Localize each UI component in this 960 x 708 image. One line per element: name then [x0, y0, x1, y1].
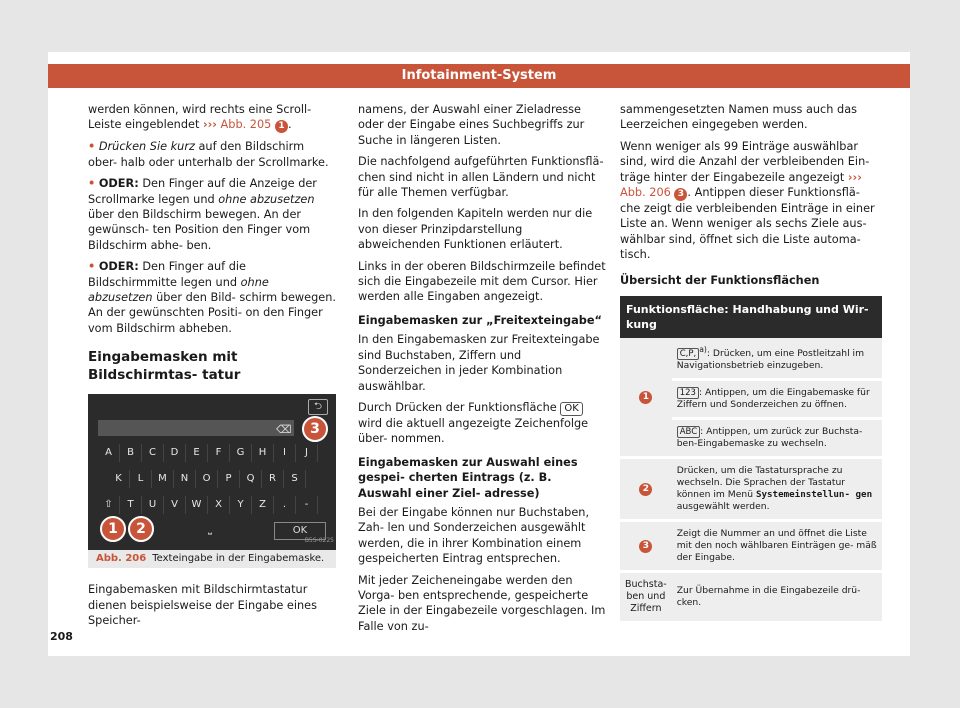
key: V	[164, 496, 186, 514]
key: A	[98, 444, 120, 462]
manual-page	[48, 52, 910, 656]
callout-number: 3	[674, 188, 687, 201]
table-row: Buchsta- ben und Ziffern Zur Übernahme in die Eingabezeile drü- cken.	[620, 572, 882, 623]
key: C	[142, 444, 164, 462]
paragraph: Durch Drücken der Funktionsfläche OK wird die aktuell angezeigte Zeichenfolge über- nommen.	[358, 400, 589, 446]
keyboard-screenshot	[88, 394, 336, 550]
key: E	[186, 444, 208, 462]
paragraph: In den folgenden Kapiteln werden nur die von dieser Prinzipdarstellung abweichenden Funktionen erläutert.	[358, 207, 593, 252]
key: Y	[230, 496, 252, 514]
table-row: 123 : Antippen, um die Eingabemaske für Ziffern und Sonderzeichen zu öffnen.	[620, 380, 882, 419]
key: I	[274, 444, 296, 462]
figure-ref-link[interactable]: Abb. 205	[220, 118, 272, 132]
key: L	[130, 470, 152, 488]
paragraph: Die nachfolgend aufgeführten Funktionsflä- chen sind nicht in allen Ländern und nicht für alle Themen verfügbar.	[358, 155, 604, 200]
table-heading: Übersicht der Funktionsflächen	[620, 273, 820, 287]
column-1	[88, 102, 336, 635]
key: G	[230, 444, 252, 462]
function-table	[620, 296, 882, 624]
table-row: 2 Drücken, um die Tastatursprache zu wechseln. Die Sprachen der Tastatur können im Menü Systemeinstellun- gen ausgewählt werden.	[620, 458, 882, 521]
key: D	[164, 444, 186, 462]
keyboard-row-3	[98, 496, 318, 514]
section-heading: Eingabemasken mit Bildschirmtas- tatur	[88, 349, 241, 384]
subheading: Eingabemasken zur Auswahl eines gespei- cherten Eintrags (z. B. Auswahl einer Ziel- adresse)	[358, 455, 578, 500]
table-row: ABC : Antippen, um zurück zur Buchsta- ben-Eingabemaske zu wechseln.	[620, 419, 882, 458]
keyboard-row-1	[98, 444, 318, 462]
key: F	[208, 444, 230, 462]
table-row: 3 Zeigt die Nummer an und öffnet die Liste mit den noch wählbaren Einträgen ge- mäß der Eingabe.	[620, 521, 882, 572]
intro-paragraph: werden können, wird rechts eine Scroll-Leiste eingeblendet ››› Abb. 205 1 .	[88, 103, 312, 132]
key: O	[196, 470, 218, 488]
paragraph: Wenn weniger als 99 Einträge auswählbar sind, wird die Anzahl der verbleibenden Ein- träge hinter der Eingabezeile angezeigt ››› Abb. 206 3 . Antippen dieser Funktionsflä- che zeigt die verbleibenden Einträge in einer Liste an. Wenn weniger als sechs Ziele aus- wählbar sind, öffnet sich die Liste automa- tisch.	[620, 139, 875, 262]
back-icon: ⮌	[308, 399, 328, 415]
keyboard-row-2	[108, 470, 306, 488]
paragraph: In den Eingabemasken zur Freitexteingabe sind Buchstaben, Ziffern und Sonderzeichen in jeder Kombination auswählbar.	[358, 333, 600, 393]
key: B	[120, 444, 142, 462]
key: Z	[252, 496, 274, 514]
key: R	[262, 470, 284, 488]
figure-caption: Abb. 206 Texteingabe in der Eingabemaske.	[88, 550, 336, 568]
callout-3: 3	[302, 416, 328, 442]
bullet-1: • Drücken Sie kurz auf den Bildschirm ober- halb oder unterhalb der Scrollmarke.	[88, 140, 329, 169]
key: K	[108, 470, 130, 488]
key: U	[142, 496, 164, 514]
column-2	[358, 102, 606, 640]
key: X	[208, 496, 230, 514]
section-header: Infotainment-System	[48, 64, 910, 88]
shift-icon: ⇧	[98, 496, 120, 514]
paragraph: Mit jeder Zeicheneingabe werden den Vorga- ben entsprechende, gespeicherte Ziele in der Eingabezeile vorgeschlagen. Im Falle von zu-	[358, 573, 606, 633]
paragraph: Links in der oberen Bildschirmzeile befindet sich die Eingabezeile mit dem Cursor. Hier werden alle Eingaben angezeigt.	[358, 259, 606, 304]
bullet-2: • ODER: Den Finger auf die Anzeige der Scrollmarke legen und ohne abzusetzen über den Bildschirm bewegen. An der gewünsch- ten Position den Finger vom Bildschirm abhe- ben.	[88, 177, 317, 252]
paragraph: namens, der Auswahl einer Zieladresse oder der Eingabe eines Suchbegriffs zur Suche in längeren Listen.	[358, 103, 585, 147]
key: J	[296, 444, 318, 462]
key: W	[186, 496, 208, 514]
delete-icon: ⌫	[276, 423, 292, 437]
after-figure-text: Eingabemasken mit Bildschirmtastatur dienen beispielsweise der Eingabe eines Speicher-	[88, 583, 317, 628]
ok-key: OK	[274, 522, 326, 540]
callout-1: 1	[100, 516, 126, 542]
space-key-icon: ⎵	[208, 524, 212, 536]
ok-button-symbol: OK	[560, 402, 582, 416]
key: -	[296, 496, 318, 514]
page-number: 208	[50, 630, 73, 643]
table-row: 1 C,P, $^{a)}$: Drücken, um eine Postleitzahl im Navigationsbetrieb einzugeben.	[620, 338, 882, 380]
paragraph: Bei der Eingabe können nur Buchstaben, Zah- len und Sonderzeichen ausgewählt werden, die in ihrer Kombination einem gespeicherten Eintrag entsprechen.	[358, 505, 590, 566]
key: .	[274, 496, 296, 514]
key: M	[152, 470, 174, 488]
figure-ref-link[interactable]: Abb. 206	[620, 186, 671, 200]
table-header: Funktionsfläche: Handhabung und Wir- kung	[620, 296, 882, 338]
key: N	[174, 470, 196, 488]
key: Q	[240, 470, 262, 488]
key: S	[284, 470, 306, 488]
column-3	[620, 102, 882, 624]
subheading: Eingabemasken zur „Freitexteingabe“	[358, 313, 602, 327]
input-line	[98, 420, 294, 436]
callout-number: 1	[275, 120, 288, 133]
figure-code: B5S-0225	[304, 536, 334, 544]
callout-2: 2	[128, 516, 154, 542]
key: P	[218, 470, 240, 488]
key: T	[120, 496, 142, 514]
bullet-3: • ODER: Den Finger auf die Bildschirmmitte legen und ohne abzusetzen über den Bild- schirm bewegen. An der gewünschten Positi- on den Finger vom Bildschirm abheben.	[88, 260, 336, 335]
key: H	[252, 444, 274, 462]
ref-arrows: ›››	[202, 118, 217, 132]
paragraph: sammengesetzten Namen muss auch das Leerzeichen eingegeben werden.	[620, 103, 858, 132]
